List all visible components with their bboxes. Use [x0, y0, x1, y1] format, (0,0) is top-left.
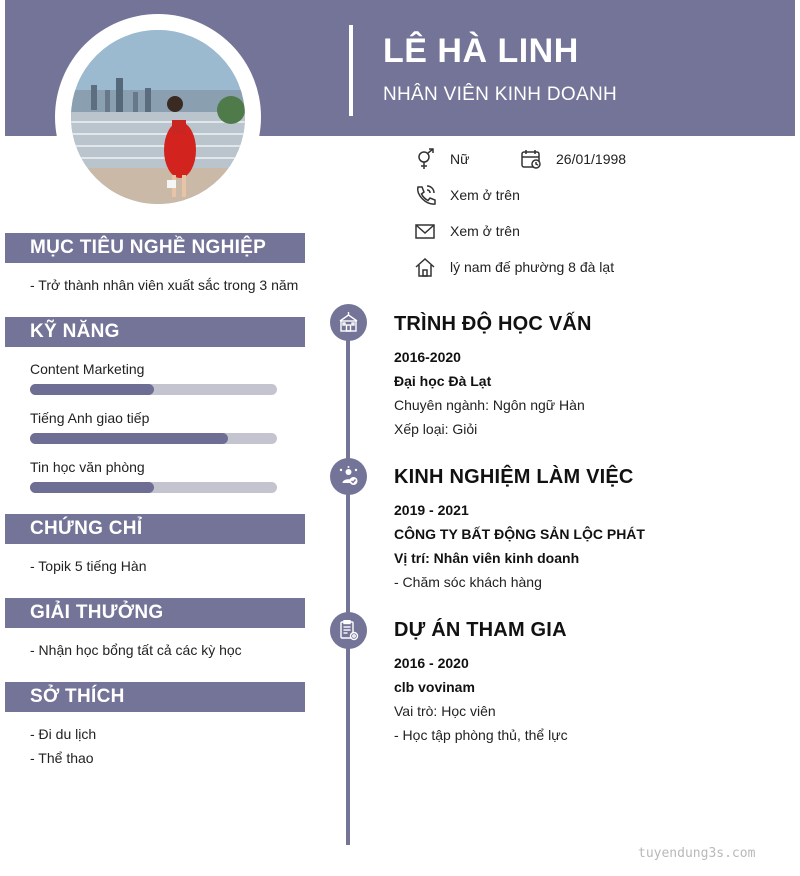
school-icon — [330, 304, 367, 341]
hobby-item-2: - Thể thao — [30, 750, 94, 766]
hobby-item-1: - Đi du lịch — [30, 726, 97, 742]
project-icon — [330, 612, 367, 649]
objective-heading: MỤC TIÊU NGHỀ NGHIỆP — [5, 233, 305, 263]
projects-period: 2016 - 2020 — [394, 655, 469, 671]
certificates-text: - Topik 5 tiếng Hàn — [30, 558, 147, 574]
objective-text: - Trở thành nhân viên xuất sắc trong 3 năm — [30, 277, 299, 293]
candidate-name: LÊ HÀ LINH — [383, 32, 579, 70]
calendar-icon — [520, 148, 542, 170]
projects-detail: - Học tập phòng thủ, thể lực — [394, 727, 568, 743]
home-icon — [414, 256, 436, 278]
contact-email — [414, 220, 520, 242]
job-title: NHÂN VIÊN KINH DOANH — [383, 84, 618, 105]
gender-value: Nữ — [450, 151, 470, 167]
projects-role: Vai trò: Học viên — [394, 703, 496, 719]
gender-icon — [414, 148, 436, 170]
education-major: Chuyên ngành: Ngôn ngữ Hàn — [394, 397, 585, 413]
experience-position: Vị trí: Nhân viên kinh doanh — [394, 550, 580, 566]
team-icon — [330, 458, 367, 495]
phone-value: Xem ở trên — [450, 187, 520, 203]
education-period: 2016-2020 — [394, 349, 461, 365]
skill-bar-fill-2 — [30, 433, 228, 444]
skill-name-3: Tin học văn phòng — [30, 459, 145, 475]
skill-name-1: Content Marketing — [30, 361, 145, 377]
header-divider — [349, 25, 353, 116]
projects-name: clb vovinam — [394, 679, 475, 695]
experience-duty: - Chăm sóc khách hàng — [394, 574, 542, 590]
contact-phone — [414, 184, 520, 206]
projects-heading: DỰ ÁN THAM GIA — [394, 619, 567, 641]
skills-heading: KỸ NĂNG — [5, 317, 305, 347]
timeline-line — [346, 320, 350, 845]
phone-icon — [414, 184, 436, 206]
experience-company: CÔNG TY BẤT ĐỘNG SẢN LỘC PHÁT — [394, 526, 645, 542]
education-heading: TRÌNH ĐỘ HỌC VẤN — [394, 313, 592, 335]
skill-bar-fill-3 — [30, 482, 154, 493]
skill-bar-2 — [30, 433, 277, 444]
contact-address — [414, 256, 614, 278]
birthday-value: 26/01/1998 — [556, 151, 627, 167]
awards-heading: GIẢI THƯỞNG — [5, 598, 305, 628]
skill-name-2: Tiếng Anh giao tiếp — [30, 410, 150, 426]
contact-birthday — [520, 148, 626, 170]
address-value: lý nam đế phường 8 đà lạt — [450, 259, 615, 275]
contact-gender — [414, 148, 469, 170]
watermark: tuyendung3s.com — [638, 846, 756, 861]
email-value: Xem ở trên — [450, 223, 520, 239]
skill-bar-3 — [30, 482, 277, 493]
certificates-heading: CHỨNG CHỈ — [5, 514, 305, 544]
skill-bar-fill-1 — [30, 384, 154, 395]
hobbies-heading: SỞ THÍCH — [5, 682, 305, 712]
awards-text: - Nhận học bổng tất cả các kỳ học — [30, 642, 242, 658]
education-grade: Xếp loại: Giỏi — [394, 421, 478, 437]
skill-bar-1 — [30, 384, 277, 395]
education-school: Đại học Đà Lạt — [394, 373, 492, 389]
envelope-icon — [414, 220, 436, 242]
experience-heading: KINH NGHIỆM LÀM VIỆC — [394, 466, 634, 488]
experience-period: 2019 - 2021 — [394, 502, 469, 518]
avatar — [71, 30, 245, 204]
